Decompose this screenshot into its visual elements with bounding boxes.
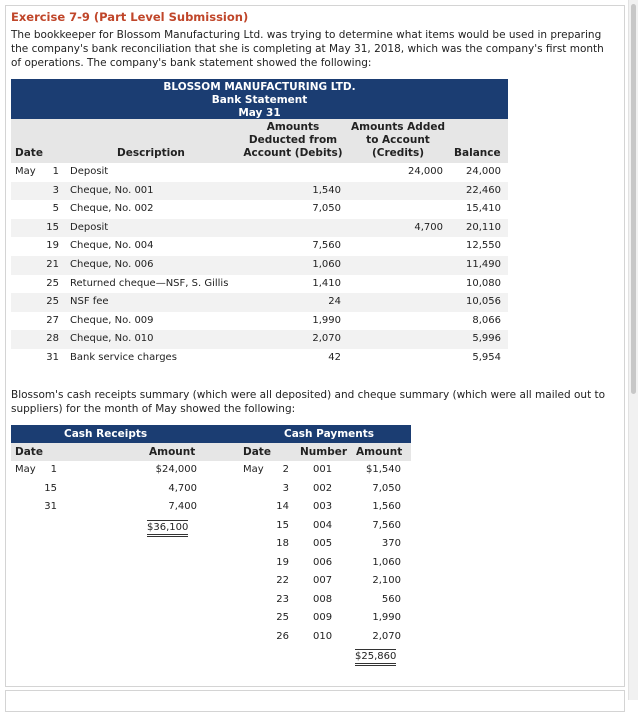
statement-column-headers [11, 119, 508, 163]
row-day: 15 [46, 221, 59, 233]
receipts-col-amount: Amount [149, 446, 196, 458]
row-description: NSF fee [70, 296, 109, 308]
payment-day: 23 [276, 593, 289, 605]
row-debit: 7,050 [312, 203, 341, 215]
bank-statement-table [11, 79, 508, 368]
row-debit: 24 [328, 296, 341, 308]
bank-statement-header [11, 79, 508, 119]
row-day: 19 [46, 240, 59, 252]
col-debits-line2: Deducted from [248, 134, 338, 146]
row-debit: 2,070 [312, 333, 341, 345]
row-balance: 5,954 [472, 351, 501, 363]
cash-summary-table [11, 425, 411, 665]
col-debits-line3: Account (Debits) [243, 147, 343, 159]
statement-row [11, 275, 508, 294]
row-description: Returned cheque—NSF, S. Gillis [70, 277, 229, 289]
statement-title: Bank Statement [211, 94, 308, 106]
row-description: Deposit [70, 166, 109, 177]
row-balance: 20,110 [466, 221, 501, 233]
payments-total: $25,860 [355, 649, 396, 666]
col-balance: Balance [454, 147, 501, 159]
scrollbar-thumb[interactable] [631, 4, 636, 394]
statement-row [11, 237, 508, 256]
row-debit: 1,410 [312, 277, 341, 289]
row-balance: 5,996 [472, 333, 501, 345]
cash-row [11, 628, 411, 647]
payment-amount: 2,070 [372, 630, 401, 642]
row-balance: 22,460 [466, 184, 501, 196]
row-description: Bank service charges [70, 351, 177, 363]
row-description: Cheque, No. 010 [70, 333, 154, 345]
row-balance: 11,490 [466, 258, 501, 270]
cash-row [11, 591, 411, 610]
payment-number: 007 [313, 575, 333, 586]
row-day: 31 [46, 351, 59, 363]
payment-day: 22 [276, 575, 289, 586]
payment-amount: $1,540 [366, 464, 401, 475]
payment-amount: 7,050 [372, 482, 401, 494]
cash-payments-title: Cash Payments [284, 428, 374, 440]
statement-row [11, 312, 508, 331]
payment-day: 3 [282, 482, 289, 494]
cash-row [11, 480, 411, 499]
payment-day: 2 [282, 464, 289, 475]
statement-rows [11, 163, 508, 368]
row-day: 25 [46, 277, 59, 289]
payment-amount: 1,060 [372, 556, 401, 568]
receipt-day: 31 [44, 501, 57, 512]
row-day: 1 [52, 166, 59, 177]
statement-row [11, 182, 508, 201]
row-description: Cheque, No. 001 [70, 184, 154, 196]
exercise-title: Exercise 7-9 (Part Level Submission) [11, 10, 249, 24]
row-month: May [15, 166, 36, 177]
statement-row [11, 330, 508, 349]
statement-row [11, 200, 508, 219]
payment-amount: 2,100 [372, 575, 401, 586]
payment-number: 009 [313, 612, 333, 623]
payment-number: 005 [313, 538, 333, 549]
row-description: Cheque, No. 002 [70, 203, 154, 215]
cash-summary-header [11, 425, 411, 443]
statement-row [11, 256, 508, 275]
receipt-amount: $24,000 [155, 464, 197, 475]
row-debit: 1,060 [312, 258, 341, 270]
col-credits-line2: to Account [366, 134, 430, 146]
payment-month: May [243, 464, 264, 475]
row-balance: 10,056 [466, 296, 501, 308]
summary-text: Blossom's cash receipts summary (which were all deposited) and cheque summary (which were all mailed out to suppliers) for the month of May showed the following: [11, 389, 606, 415]
row-credit: 4,700 [414, 221, 443, 233]
payment-number: 001 [313, 464, 333, 475]
col-debits-line1: Amounts [266, 121, 320, 133]
payment-day: 26 [276, 630, 289, 642]
cash-row [11, 461, 411, 480]
payment-amount: 1,990 [372, 612, 401, 623]
col-credits-line1: Amounts Added [351, 121, 445, 133]
cash-row [11, 554, 411, 573]
cash-row [11, 498, 411, 517]
row-debit: 42 [328, 351, 341, 363]
cash-column-headers [11, 443, 411, 461]
payments-col-number: Number [300, 446, 348, 458]
row-debit: 1,540 [312, 184, 341, 196]
row-description: Deposit [70, 221, 109, 233]
cash-row [11, 517, 411, 536]
row-description: Cheque, No. 009 [70, 314, 154, 326]
payment-number: 002 [313, 482, 333, 494]
row-balance: 15,410 [466, 203, 501, 215]
intro-text: The bookkeeper for Blossom Manufacturing Ltd. was trying to determine what items would be used in preparing the company's bank reconciliation that she is completing at May 31, 2018, which was the company's first month of operations. The company's bank statement showed the following: [11, 29, 604, 69]
row-day: 3 [52, 184, 59, 196]
payment-amount: 560 [381, 593, 401, 605]
payment-number: 003 [313, 501, 333, 512]
payment-day: 25 [276, 612, 289, 623]
statement-row [11, 349, 508, 368]
cash-row [11, 572, 411, 591]
row-debit: 7,560 [312, 240, 341, 252]
receipt-day: 1 [50, 464, 57, 475]
payment-day: 14 [276, 501, 289, 512]
payment-number: 004 [313, 519, 333, 531]
receipt-month: May [15, 464, 36, 475]
statement-row [11, 163, 508, 182]
row-day: 28 [46, 333, 59, 345]
payments-col-date: Date [243, 446, 271, 458]
col-description: Description [117, 147, 185, 159]
payment-number: 008 [313, 593, 333, 605]
col-date: Date [15, 147, 43, 159]
payment-day: 18 [276, 538, 289, 549]
receipts-total: $36,100 [147, 520, 188, 537]
payment-day: 19 [276, 556, 289, 568]
cash-rows [11, 461, 411, 665]
company-name: BLOSSOM MANUFACTURING LTD. [163, 81, 356, 93]
payment-amount: 7,560 [372, 519, 401, 531]
next-question-card [5, 690, 625, 712]
row-credit: 24,000 [408, 166, 443, 177]
cash-total-row [11, 646, 411, 665]
cash-row [11, 535, 411, 554]
statement-row [11, 219, 508, 238]
receipts-col-date: Date [15, 446, 43, 458]
statement-date: May 31 [238, 107, 281, 119]
row-debit: 1,990 [312, 314, 341, 326]
receipt-amount: 7,400 [168, 501, 197, 512]
row-balance: 24,000 [466, 166, 501, 177]
cash-receipts-title: Cash Receipts [64, 428, 148, 440]
col-credits-line3: (Credits) [372, 147, 424, 159]
cash-row [11, 609, 411, 628]
row-balance: 10,080 [466, 277, 501, 289]
row-balance: 8,066 [472, 314, 501, 326]
row-day: 21 [46, 258, 59, 270]
payment-day: 15 [276, 519, 289, 531]
payment-amount: 370 [381, 538, 401, 549]
payments-col-amount: Amount [356, 446, 403, 458]
row-description: Cheque, No. 006 [70, 258, 154, 270]
row-day: 5 [52, 203, 59, 215]
row-day: 25 [46, 296, 59, 308]
statement-row [11, 293, 508, 312]
receipt-day: 15 [44, 482, 57, 494]
row-day: 27 [46, 314, 59, 326]
row-description: Cheque, No. 004 [70, 240, 154, 252]
receipt-amount: 4,700 [168, 482, 197, 494]
payment-number: 010 [313, 630, 333, 642]
row-balance: 12,550 [466, 240, 501, 252]
payment-amount: 1,560 [372, 501, 401, 512]
payment-number: 006 [313, 556, 333, 568]
